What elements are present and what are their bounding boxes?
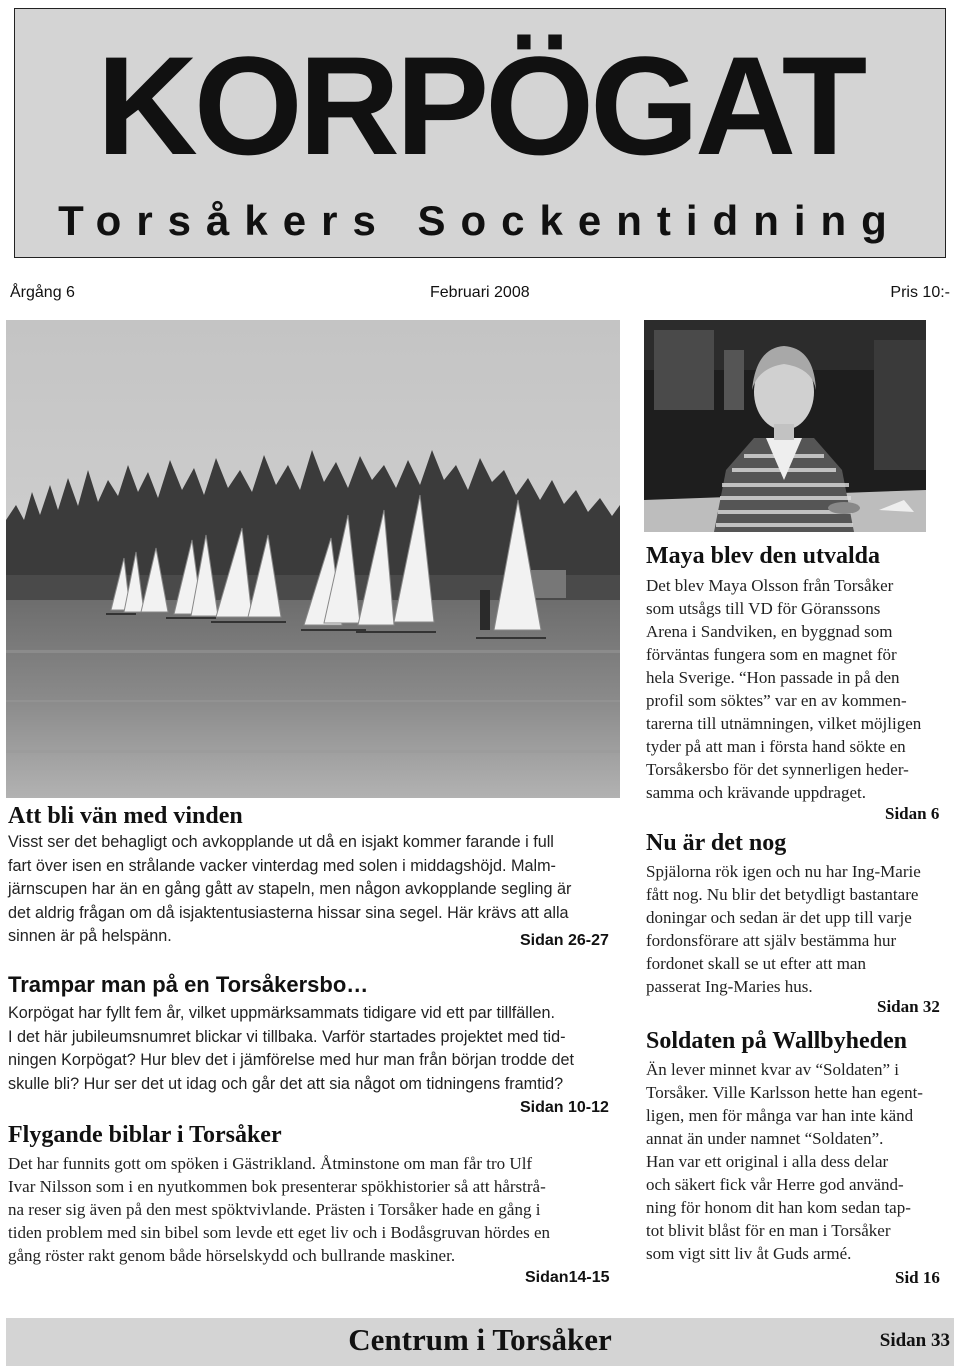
article-vinden-page-ref: Sidan 26-27 [520,932,609,949]
article-nog-headline: Nu är det nog [646,830,787,856]
article-maya-headline: Maya blev den utvalda [646,543,881,569]
masthead-title: KORPÖGAT [96,27,864,184]
article-soldaten-body: Än lever minnet kvar av “Soldaten” i Torsåker. Ville Karlsson hette han egent- ligen, men för många var han inte känd annat än under namnet “Soldaten”. Han var ett original i alla dess delar och säkert fick vår Herre god använd- ning för honom dit han kom sedan tap- tot blivit blåst för en man i Torsåker som vigt sitt liv åt Guds armé. [646,1060,923,1263]
issue-price: Pris 10:- [890,284,950,301]
article-maya-body: Det blev Maya Olsson från Torsåker som utsågs till VD för Göranssons Arena i Sandviken, en byggnad som förväntas fungera som en magnet för hela Sverige. “Hon passade in på den profil som söktes” var en av kommen- tarerna till utnämningen, vilket möjligen tyder på att man i första hand sökte en Torsåkersbo för det synnerligen heder- samma och krävande uppdraget. [646,576,922,802]
article-trampar-body: Korpögat har fyllt fem år, vilket uppmärksammats tidigare vid ett par tillfällen. I det här jubileumsnumret blickar vi tillbaka. Varför startades projektet med tid- ningen Korpögat? Hur blev det i jämförelse med hur man från början trodde det skulle bli? Hur ser det ut idag och går det att sia något om tidningens framtid? [8,1004,574,1093]
portrait-illustration [644,320,926,532]
article-vinden-body: Visst ser det behagligt och avkopplande ut då en isjakt kommer farande i full fart över isen en strålande vacker vinterdag med solen i middagshöjd. Malm- järnscupen har än en gång gått av stapeln, men någon avkopplande segling är det aldrig frågan om då isjaktentusiasterna hissar sina segel. Här krävs att alla sinnen är på helspänn. [8,833,572,945]
article-soldaten-page-ref: Sid 16 [895,1268,940,1287]
issue-volume: Årgång 6 [10,284,75,301]
issue-date: Februari 2008 [430,284,530,301]
iceboat-illustration [6,320,620,798]
article-biblar-body: Det har funnits gott om spöken i Gästrikland. Åtminstone om man får tro Ulf Ivar Nilsson som i en nyutkommen bok presenterar spökhistorier så att hårstrå- na reser sig även på den mest spöktvivlande. Prästen i Torsåker hade en gång i tiden problem med sin bibel som levde ett eget liv och i Bodåsgruvan hördes en gång röster rakt genom både hörselskydd och bullrande maskiner. [8,1154,550,1265]
article-nog-body: Spjälorna rök igen och nu har Ing-Marie fått nog. Nu blir det betydligt bastantare doningar och sedan är det upp till varje fordonsförare att själv bestämma hur fordonet skall se ut efter att man passerat Ing-Maries hus. [646,862,921,996]
article-vinden-headline: Att bli vän med vinden [8,803,243,829]
article-nog-page-ref: Sidan 32 [877,997,940,1016]
footer-title: Centrum i Torsåker [348,1322,612,1357]
article-biblar-headline: Flygande biblar i Torsåker [8,1122,282,1148]
maya-portrait-photo [644,320,926,532]
footer-page-ref: Sidan 33 [879,1330,950,1351]
masthead-subtitle: Torsåkers Sockentidning [58,197,902,244]
article-soldaten-headline: Soldaten på Wallbyheden [646,1028,907,1054]
iceboat-photo [6,320,620,798]
article-biblar-page-ref: Sidan14-15 [525,1269,610,1286]
article-trampar-headline: Trampar man på en Torsåkersbo… [8,972,369,997]
masthead [14,8,946,258]
article-maya-page-ref: Sidan 6 [885,804,940,823]
article-trampar-page-ref: Sidan 10-12 [520,1099,609,1116]
